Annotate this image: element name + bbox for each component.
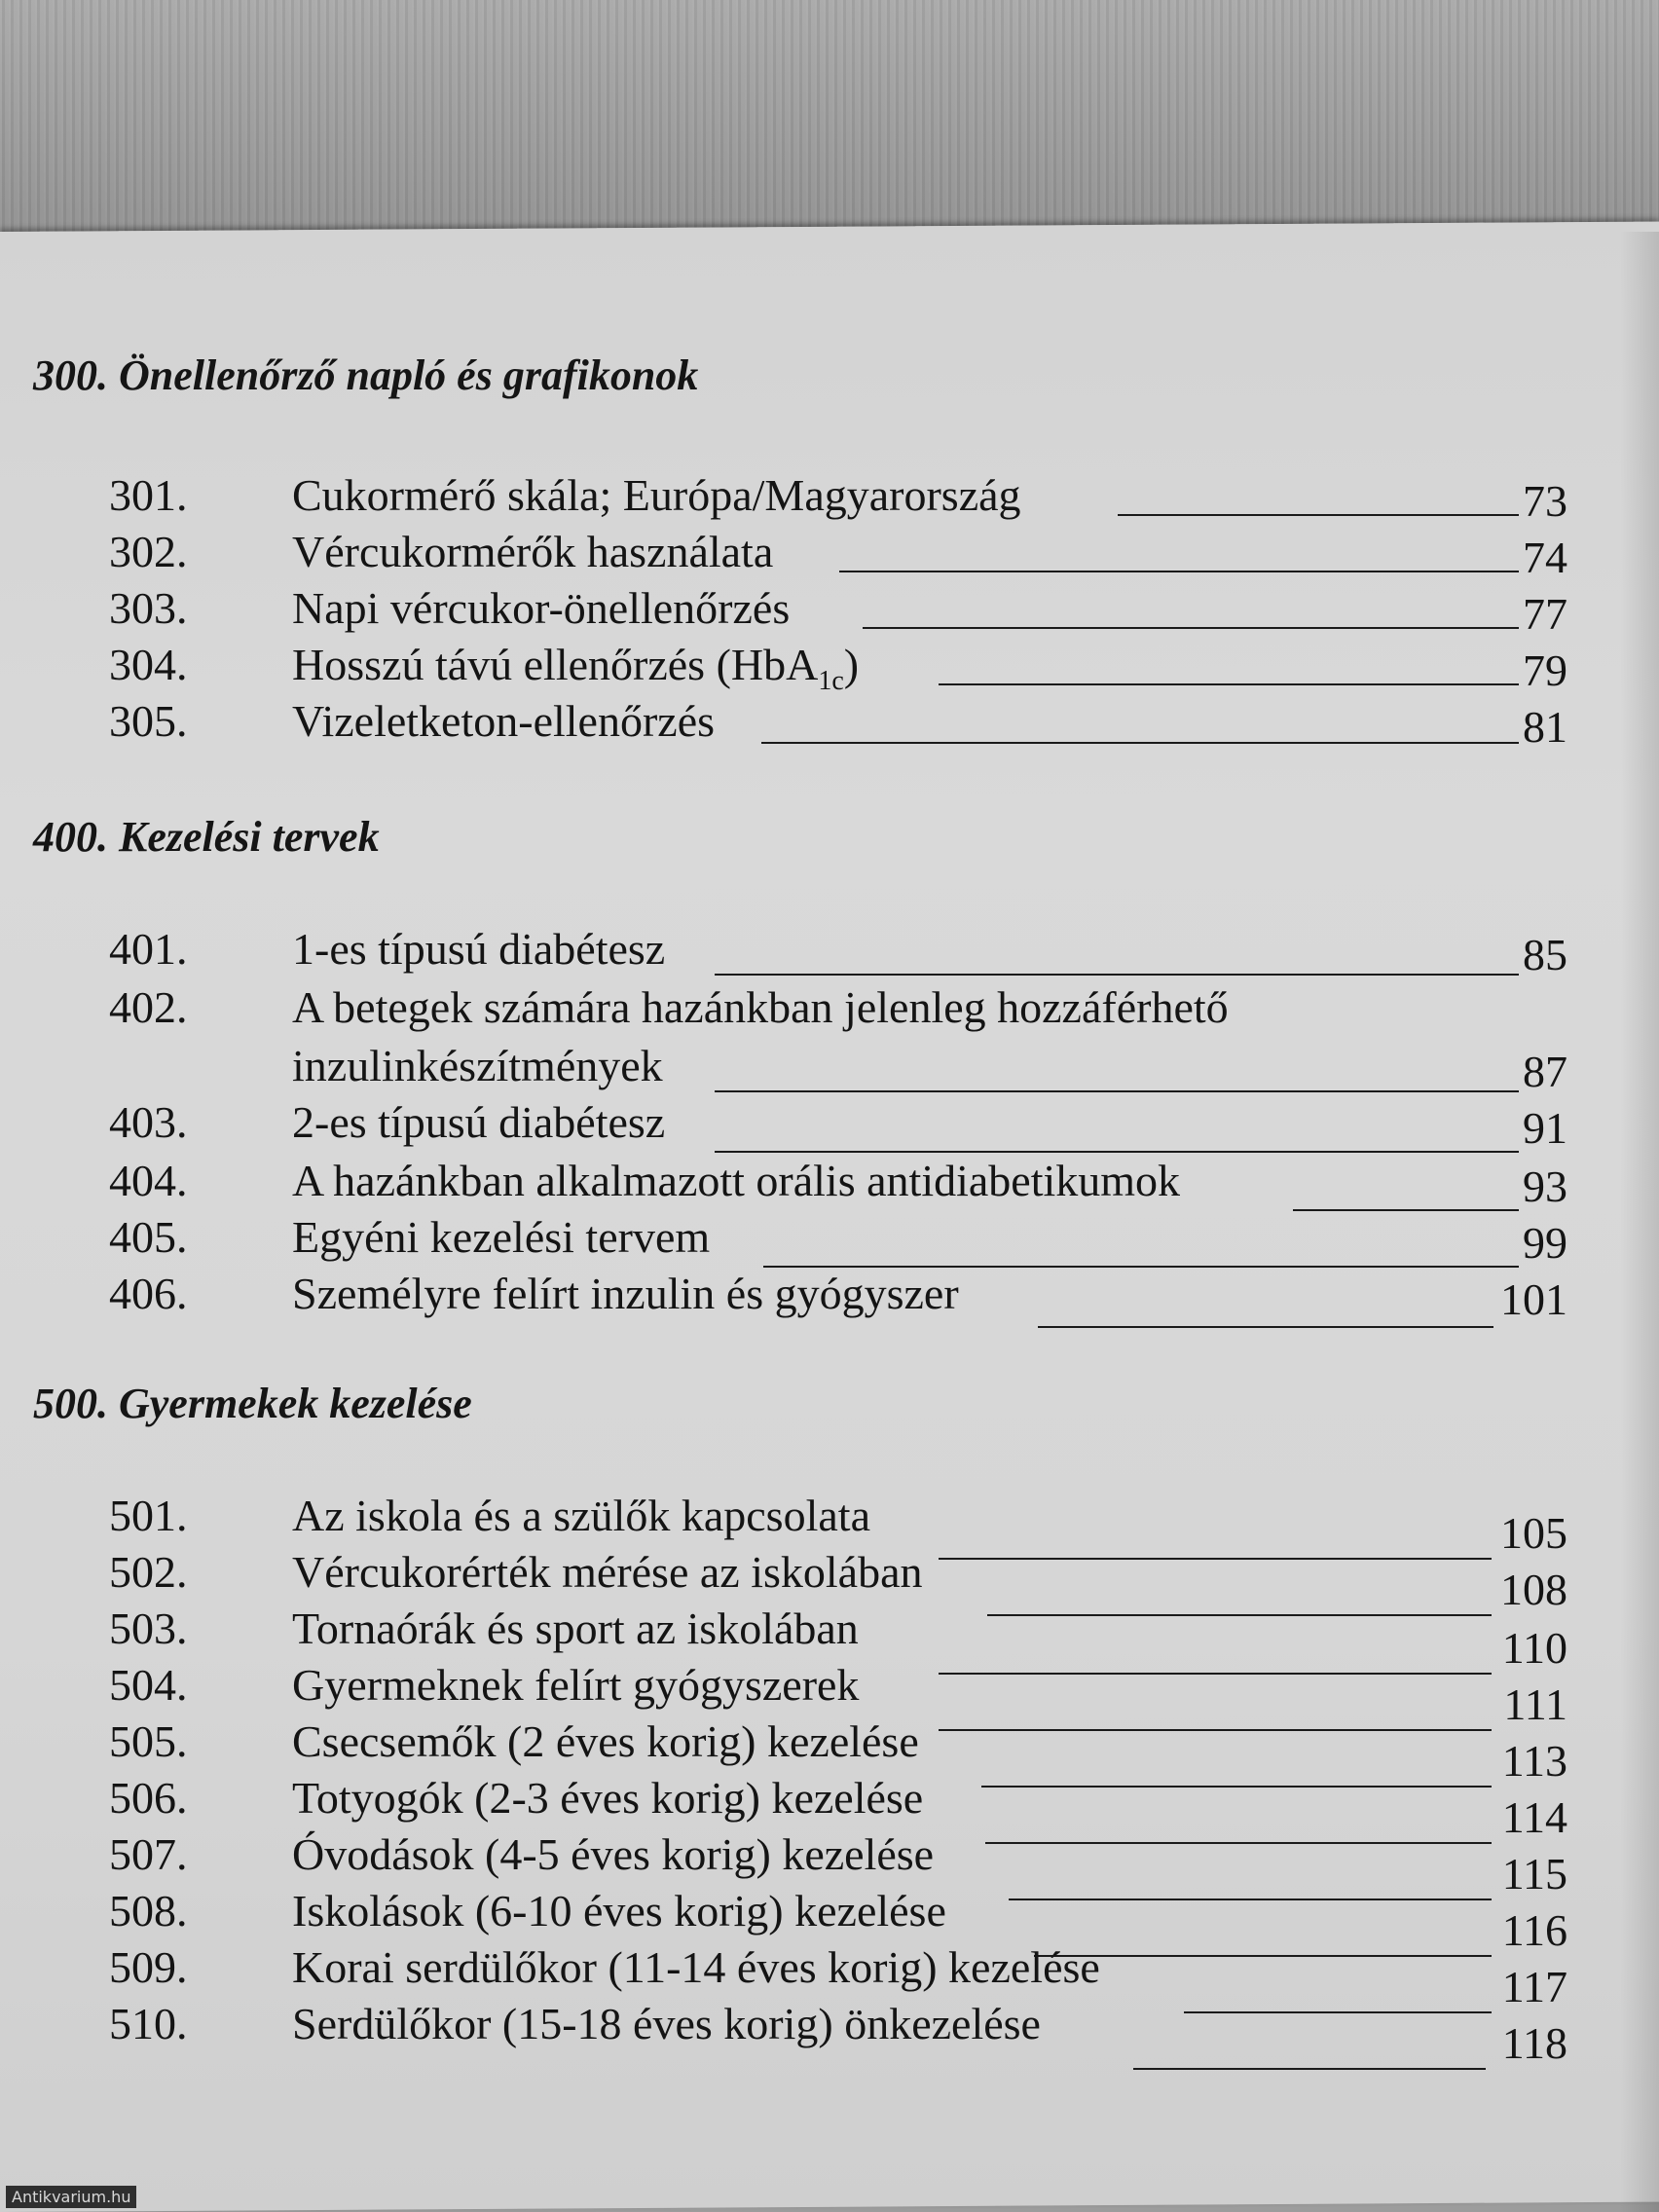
- entry-number: 302.: [109, 527, 188, 576]
- entry-page: 93: [1523, 1161, 1567, 1211]
- entry-title: Hosszú távú ellenőrzés (HbA$_{1c}$): [292, 640, 860, 696]
- entry-title: Vizeletketon-ellenőrzés: [292, 696, 716, 746]
- toc-entry-504[interactable]: [0, 1659, 1659, 1729]
- entry-number: 509.: [109, 1942, 188, 1992]
- entry-title: Vércukorérték mérése az iskolában: [292, 1547, 923, 1597]
- entry-number: 402.: [109, 982, 188, 1032]
- entry-page: 117: [1501, 1962, 1567, 2011]
- entry-title: Cukormérő skála; Európa/Magyarország: [292, 470, 1021, 520]
- toc-entry-305[interactable]: [0, 695, 1659, 754]
- entry-number: 404.: [109, 1156, 188, 1205]
- dot-leader: [839, 571, 1519, 572]
- toc-entry-506[interactable]: [0, 1772, 1659, 1842]
- entry-page: 116: [1501, 1905, 1567, 1955]
- toc-entry-508[interactable]: [0, 1885, 1659, 1955]
- toc-entry-503[interactable]: [0, 1603, 1659, 1673]
- toc-entry-302[interactable]: [0, 526, 1659, 584]
- dot-leader: [715, 1151, 1519, 1153]
- entry-title: Iskolások (6-10 éves korig) kezelése: [292, 1886, 946, 1936]
- entry-title: Vércukormérők használata: [292, 527, 774, 576]
- entry-title: Korai serdülőkor (11-14 éves korig) kezelése: [292, 1942, 1100, 1992]
- toc-entry-403[interactable]: [0, 1096, 1659, 1155]
- toc-entry-505[interactable]: [0, 1715, 1659, 1786]
- entry-title: Napi vércukor-önellenőrzés: [292, 583, 791, 633]
- entry-number: 304.: [109, 640, 188, 689]
- entry-number: 301.: [109, 470, 188, 520]
- entry-page: 77: [1523, 589, 1567, 639]
- toc-entry-510[interactable]: [0, 1998, 1659, 2068]
- entry-page: 87: [1523, 1047, 1567, 1096]
- section-title-300: 300. Önellenőrző napló és grafikonok: [33, 351, 699, 399]
- entry-title: A betegek számára hazánkban jelenleg hozzáférhető: [292, 982, 1229, 1032]
- toc-entry-303[interactable]: [0, 582, 1659, 641]
- dot-leader: [1038, 1326, 1493, 1328]
- entry-number: 501.: [109, 1491, 188, 1540]
- entry-page: 74: [1523, 533, 1567, 582]
- entry-page: 114: [1501, 1792, 1567, 1842]
- toc-entry-405[interactable]: [0, 1211, 1659, 1270]
- entry-page: 85: [1523, 930, 1567, 979]
- entry-page: 115: [1501, 1849, 1567, 1899]
- dot-leader: [1133, 2068, 1486, 2070]
- entry-title: Személyre felírt inzulin és gyógyszer: [292, 1269, 959, 1318]
- entry-number: 506.: [109, 1773, 188, 1823]
- dot-leader: [715, 974, 1519, 976]
- toc-entry-509[interactable]: [0, 1941, 1659, 2011]
- entry-page: 73: [1523, 476, 1567, 526]
- toc-entry-401[interactable]: [0, 923, 1659, 981]
- entry-number: 503.: [109, 1604, 188, 1653]
- entry-title: Egyéni kezelési tervem: [292, 1212, 711, 1262]
- entry-page: 91: [1523, 1103, 1567, 1153]
- entry-title: A hazánkban alkalmazott orális antidiabetikumok: [292, 1156, 1181, 1205]
- entry-number: 406.: [109, 1269, 188, 1318]
- entry-number: 405.: [109, 1212, 188, 1262]
- entry-number: 510.: [109, 1999, 188, 2048]
- entry-page: 113: [1501, 1736, 1567, 1786]
- entry-page: 108: [1500, 1565, 1567, 1614]
- entry-page: 105: [1500, 1508, 1567, 1558]
- dot-leader: [761, 742, 1519, 744]
- dot-leader: [863, 627, 1519, 629]
- entry-number: 507.: [109, 1829, 188, 1879]
- toc-entry-402[interactable]: [0, 981, 1659, 1098]
- entry-title: Csecsemők (2 éves korig) kezelése: [292, 1716, 919, 1766]
- toc-entry-404[interactable]: [0, 1155, 1659, 1213]
- section-title-500: 500. Gyermekek kezelése: [33, 1380, 472, 1427]
- entry-title: Óvodások (4-5 éves korig) kezelése: [292, 1829, 935, 1879]
- entry-page: 110: [1501, 1623, 1567, 1673]
- toc-entry-502[interactable]: [0, 1546, 1659, 1614]
- entry-title: Serdülőkor (15-18 éves korig) önkezelése: [292, 1999, 1041, 2048]
- entry-page: 81: [1523, 702, 1567, 752]
- entry-number: 505.: [109, 1716, 188, 1766]
- dot-leader: [939, 683, 1519, 685]
- toc-entry-301[interactable]: [0, 469, 1659, 528]
- entry-number: 305.: [109, 696, 188, 746]
- entry-number: 508.: [109, 1886, 188, 1936]
- dot-leader: [715, 1090, 1519, 1092]
- toc-entry-406[interactable]: [0, 1268, 1659, 1326]
- section-title-400: 400. Kezelési tervek: [33, 813, 380, 861]
- entry-title: Gyermeknek felírt gyógyszerek: [292, 1660, 860, 1710]
- watermark: Antikvarium.hu: [6, 2186, 136, 2208]
- entry-number: 502.: [109, 1547, 188, 1597]
- entry-title-continued: inzulinkészítmények: [292, 1041, 663, 1090]
- entry-title: Totyogók (2-3 éves korig) kezelése: [292, 1773, 924, 1823]
- entry-number: 303.: [109, 583, 188, 633]
- toc-entry-304[interactable]: [0, 639, 1659, 697]
- entry-number: 401.: [109, 924, 188, 974]
- entry-page: 99: [1523, 1218, 1567, 1268]
- entry-number: 403.: [109, 1097, 188, 1147]
- entry-number: 504.: [109, 1660, 188, 1710]
- entry-title: Tornaórák és sport az iskolában: [292, 1604, 859, 1653]
- entry-page: 79: [1523, 645, 1567, 695]
- dot-leader: [1118, 514, 1519, 516]
- entry-page: 101: [1500, 1274, 1567, 1324]
- entry-page: 118: [1501, 2018, 1567, 2068]
- toc-entry-501[interactable]: [0, 1490, 1659, 1558]
- entry-title: Az iskola és a szülők kapcsolata: [292, 1491, 870, 1540]
- entry-title: 1-es típusú diabétesz: [292, 924, 666, 974]
- toc-entry-507[interactable]: [0, 1828, 1659, 1899]
- entry-page: 111: [1503, 1679, 1567, 1729]
- entry-title: 2-es típusú diabétesz: [292, 1097, 666, 1147]
